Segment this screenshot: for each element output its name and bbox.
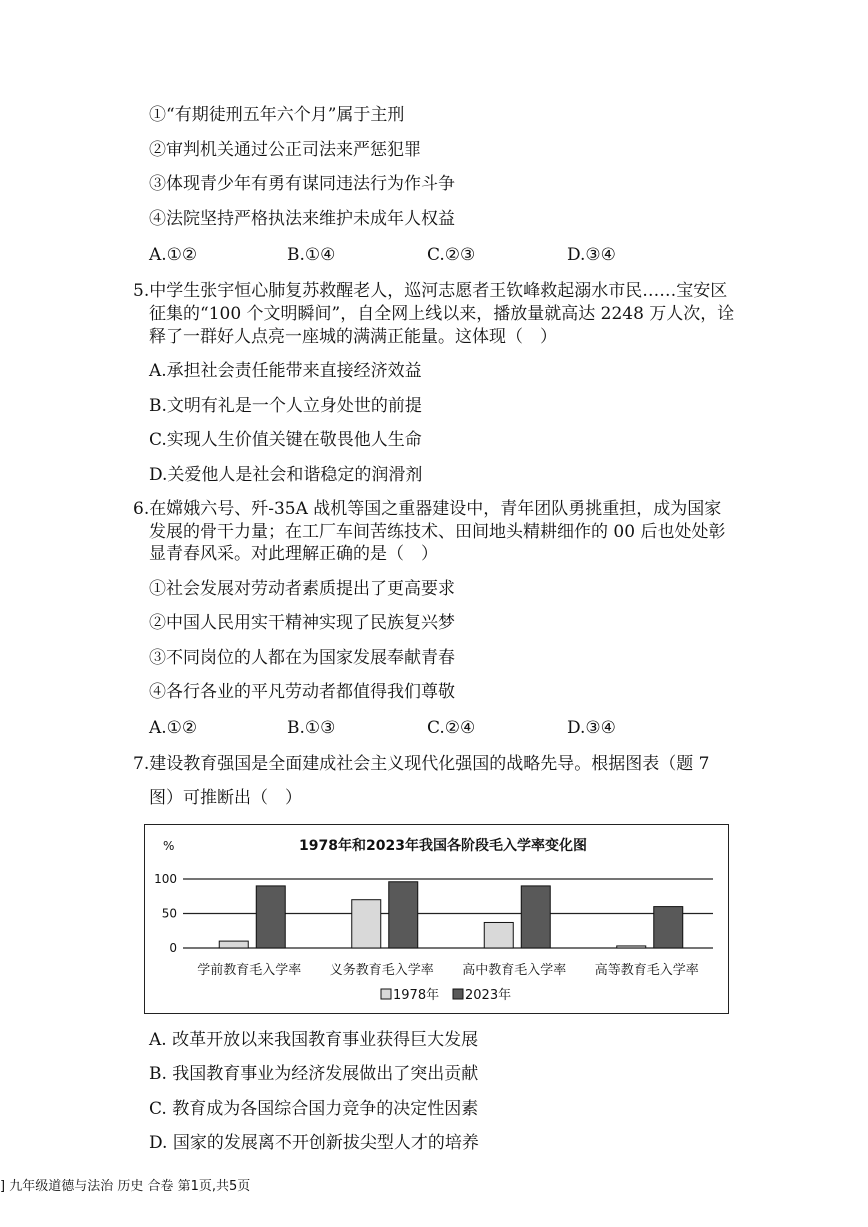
- legend-label: 1978年: [393, 988, 440, 1003]
- bar-2023-4: [654, 907, 683, 948]
- q7-option-b: B. 我国教育事业为经济发展做出了突出贡献: [149, 1064, 479, 1084]
- page-footer: ] 九年级道德与法治 历史 合卷 第1页,共5页: [0, 1179, 251, 1194]
- bar-2023-1: [256, 886, 285, 948]
- q7-stem-line-2: 图）可推断出（ ）: [149, 788, 302, 808]
- q6-option-d: D.③④: [567, 718, 616, 738]
- chart-y-unit: %: [163, 839, 175, 853]
- q7-option-c: C. 教育成为各国综合国力竞争的决定性因素: [149, 1099, 479, 1119]
- q6-item-1: ①社会发展对劳动者素质提出了更高要求: [149, 579, 455, 599]
- y-tick-label: 50: [161, 906, 177, 921]
- q5-stem-line-2: 征集的“100 个文明瞬间”，自全网上线以来，播放量就高达 2248 万人次，诠: [149, 304, 735, 324]
- bar-2023-2: [389, 882, 418, 948]
- legend-swatch: [453, 989, 463, 999]
- q6-option-a: A.①②: [149, 718, 198, 738]
- q4-option-d: D.③④: [567, 245, 616, 265]
- q4-option-b: B.①④: [287, 245, 336, 265]
- q6-option-b: B.①③: [287, 718, 336, 738]
- q7-option-d: D. 国家的发展离不开创新拔尖型人才的培养: [149, 1133, 479, 1153]
- y-tick-label: 100: [154, 872, 177, 886]
- enrollment-chart-svg: [145, 825, 728, 1013]
- q6-item-3: ③不同岗位的人都在为国家发展奉献青春: [149, 648, 455, 668]
- bar-1978-4: [617, 946, 646, 948]
- x-category-label: 高中教育毛入学率: [462, 963, 567, 978]
- q5-stem-line-1: 5.中学生张宇恒心肺复苏救醒老人，巡河志愿者王钦峰救起溺水市民……宝安区: [133, 281, 728, 301]
- q5-option-c: C.实现人生价值关键在敬畏他人生命: [149, 430, 422, 450]
- q6-option-c: C.②④: [427, 718, 476, 738]
- q7-stem-line-1: 7.建设教育强国是全面建成社会主义现代化强国的战略先导。根据图表（题 7: [133, 754, 710, 774]
- x-category-label: 义务教育毛入学率: [329, 963, 434, 978]
- legend-label: 2023年: [465, 988, 512, 1003]
- q5-option-d: D.关爱他人是社会和谐稳定的润滑剂: [149, 465, 423, 485]
- q5-option-a: A.承担社会责任能带来直接经济效益: [149, 361, 422, 381]
- x-category-label: 学前教育毛入学率: [197, 963, 302, 978]
- q4-option-c: C.②③: [427, 245, 476, 265]
- legend-swatch: [381, 989, 391, 999]
- q4-option-a: A.①②: [149, 245, 198, 265]
- q6-stem-line-1: 6.在嫦娥六号、歼-35A 战机等国之重器建设中，青年团队勇挑重担，成为国家: [133, 499, 722, 519]
- chart-title: 1978年和2023年我国各阶段毛入学率变化图: [299, 838, 587, 854]
- enrollment-chart: [144, 824, 729, 1014]
- bar-2023-3: [521, 886, 550, 948]
- q4-item-3: ③体现青少年有勇有谋同违法行为作斗争: [149, 174, 455, 194]
- bar-1978-1: [219, 941, 248, 948]
- q5-option-b: B.文明有礼是一个人立身处世的前提: [149, 396, 422, 416]
- q5-stem-line-3: 释了一群好人点亮一座城的满满正能量。这体现（ ）: [149, 327, 557, 347]
- q7-option-a: A. 改革开放以来我国教育事业获得巨大发展: [149, 1030, 479, 1050]
- q6-stem-line-2: 发展的骨干力量；在工厂车间苦练技术、田间地头精耕细作的 00 后也处处彰: [149, 522, 726, 542]
- q4-item-2: ②审判机关通过公正司法来严惩犯罪: [149, 140, 421, 160]
- q4-item-4: ④法院坚持严格执法来维护未成年人权益: [149, 209, 455, 229]
- bar-1978-2: [352, 900, 381, 948]
- y-tick-label: 0: [169, 941, 177, 955]
- q6-stem-line-3: 显青春风采。对此理解正确的是（ ）: [149, 544, 438, 564]
- q4-item-1: ①“有期徒刑五年六个月”属于主刑: [149, 105, 405, 125]
- q6-item-4: ④各行各业的平凡劳动者都值得我们尊敬: [149, 682, 455, 702]
- bar-1978-3: [484, 922, 513, 948]
- q6-item-2: ②中国人民用实干精神实现了民族复兴梦: [149, 613, 455, 633]
- x-category-label: 高等教育毛入学率: [594, 963, 699, 978]
